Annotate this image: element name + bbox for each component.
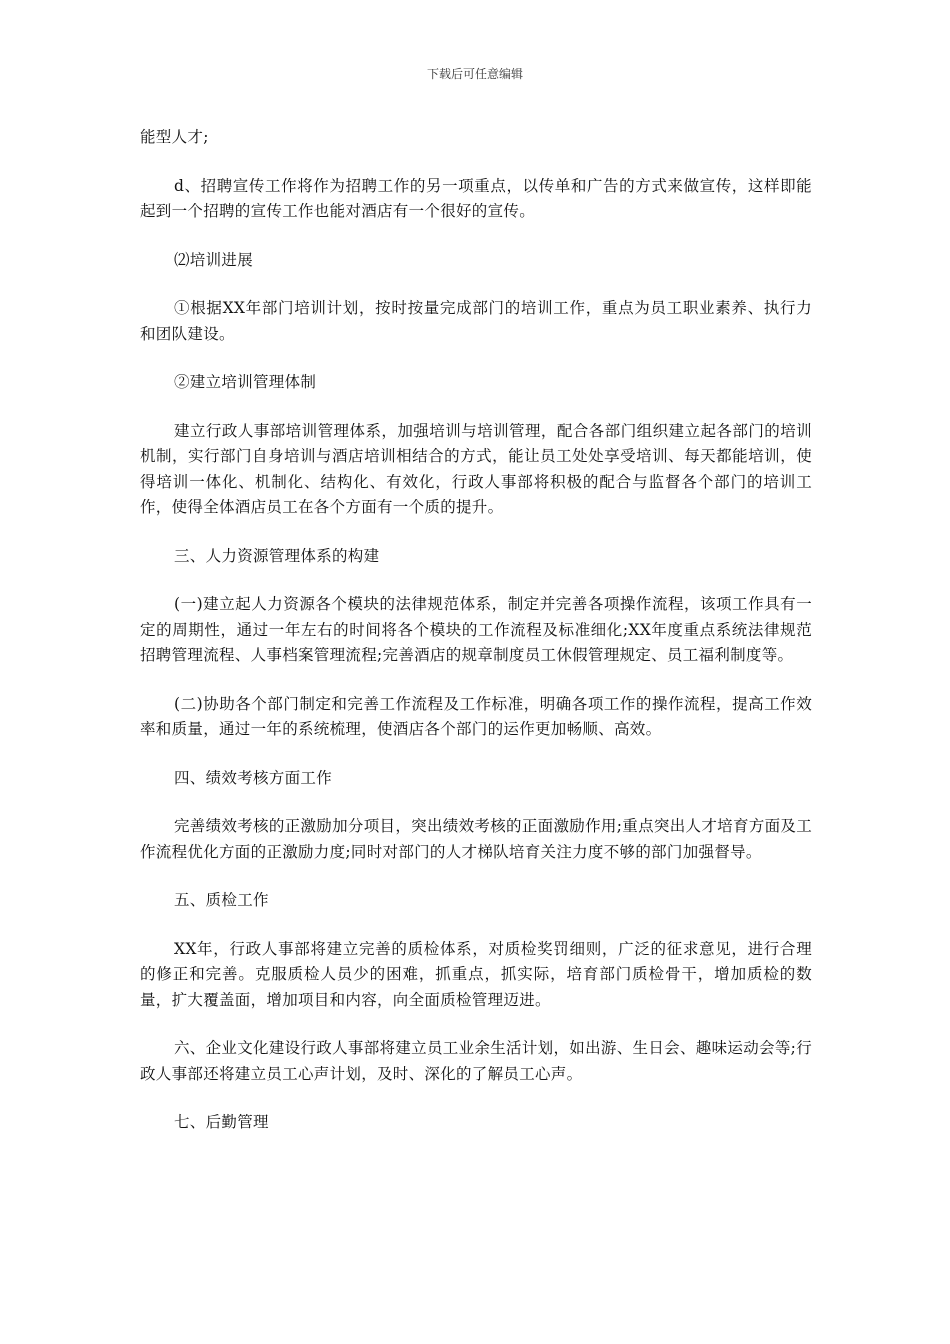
document-body bbox=[140, 125, 812, 1159]
section-heading-5: 五、质检工作 bbox=[174, 891, 269, 909]
section-heading-4: 四、绩效考核方面工作 bbox=[174, 768, 333, 787]
section-heading-7: 七、后勤管理 bbox=[174, 1113, 269, 1131]
subheading-training-progress: ⑵培训进展 bbox=[174, 250, 254, 269]
paragraph-4: ①根据XX年部门培训计划，按时按量完成部门的培训工作，重点为员工职业素养、执行力和团队建设。 bbox=[140, 299, 812, 343]
paragraph-11: 完善绩效考核的正激励加分项目，突出绩效考核的正面激励作用;重点突出人才培育方面及工作流程优化方面的正激励力度;同时对部门的人才梯队培育关注力度不够的部门加强督导。 bbox=[140, 817, 812, 861]
paragraph-9: (二)协助各个部门制定和完善工作流程及工作标准，明确各项工作的操作流程，提高工作效率和质量，通过一年的系统梳理，使酒店各个部门的运作更加畅顺、高效。 bbox=[140, 694, 812, 738]
section-heading-3: 三、人力资源管理体系的构建 bbox=[174, 546, 380, 565]
subheading-training-system: ②建立培训管理体制 bbox=[174, 373, 317, 391]
page-header-note: 下载后可任意编辑 bbox=[426, 67, 523, 81]
paragraph-1: 能型人才; bbox=[140, 128, 209, 146]
paragraph-14: 六、企业文化建设行政人事部将建立员工业余生活计划，如出游、生日会、趣味运动会等;行政人事部还将建立员工心声计划，及时、深化的了解员工心声。 bbox=[140, 1039, 812, 1083]
paragraph-2: d、招聘宣传工作将作为招聘工作的另一项重点，以传单和广告的方式来做宣传，这样即能起到一个招聘的宣传工作也能对酒店有一个很好的宣传。 bbox=[140, 176, 812, 220]
paragraph-8: (一)建立起人力资源各个模块的法律规范体系，制定并完善各项操作流程，该项工作具有一定的周期性，通过一年左右的时间将各个模块的工作流程及标准细化;XX年度重点系统法律规范招聘管理流程、人事档案管理流程;完善酒店的规章制度员工休假管理规定、员工福利制度等。 bbox=[140, 595, 812, 664]
paragraph-6: 建立行政人事部培训管理体系，加强培训与培训管理，配合各部门组织建立起各部门的培训机制，实行部门自身培训与酒店培训相结合的方式，能让员工处处享受培训、每天都能培训，使得培训一体化、机制化、结构化、有效化，行政人事部将积极的配合与监督各个部门的培训工作，使得全体酒店员工在各个方面有一个质的提升。 bbox=[140, 421, 812, 516]
paragraph-13: XX年，行政人事部将建立完善的质检体系，对质检奖罚细则，广泛的征求意见，进行合理的修正和完善。克服质检人员少的困难，抓重点，抓实际，培育部门质检骨干，增加质检的数量，扩大覆盖面，增加项目和内容，向全面质检管理迈进。 bbox=[140, 939, 812, 1009]
